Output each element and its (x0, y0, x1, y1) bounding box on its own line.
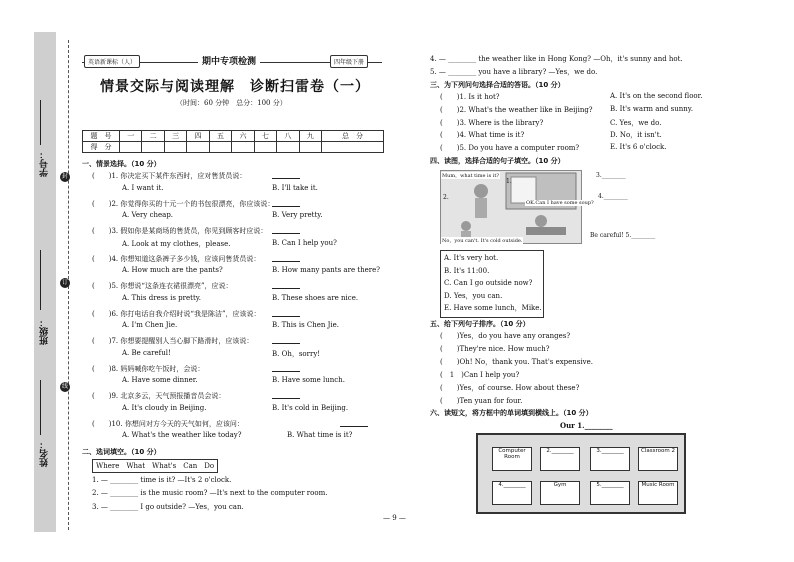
answer-blank[interactable] (272, 200, 300, 207)
room-gym: Gym (540, 481, 580, 505)
student-id-line (40, 100, 41, 145)
order-item-1: ( )Yes，do you have any oranges? (440, 332, 571, 340)
option-a: A. This dress is pretty. (122, 293, 202, 302)
question-5: ( )5. 你想说“这条连衣裙很漂亮”，应说： (92, 282, 233, 290)
room-blank-5: 5.________ (590, 481, 630, 505)
score-input[interactable] (254, 142, 276, 153)
picture-option: B. It's 11:00. (444, 266, 490, 275)
match-question-2: ( )2. What's the weather like in Beijing? (440, 105, 593, 114)
answer-blank[interactable] (340, 420, 368, 427)
picture-option: E. Have some lunch，Mike. (444, 304, 542, 313)
room-blank-3: 3.________ (590, 447, 630, 471)
question-2: ( )2. 你觉得你买的十元一个的书包很漂亮，你应该说： (92, 199, 275, 208)
exam-subtitle: （时间：60 分钟 总分：100 分） (176, 99, 287, 107)
section-1-heading: 一、情景选择。（10 分） (82, 160, 161, 168)
question-8: ( )8. 妈妈喊你吃午饭时，会说： (92, 364, 205, 373)
blank-1: 1. (506, 178, 512, 185)
match-question-5: ( )5. Do you have a computer room? (440, 144, 580, 153)
score-cell: 三 (164, 131, 186, 142)
match-answer: A. It's on the second floor. (610, 92, 703, 100)
answer-blank[interactable] (272, 310, 300, 317)
match-answer: B. It's warm and sunny. (610, 104, 694, 113)
question-7: ( )7. 你想要提醒别人当心脚下路滑时，应该说： (92, 337, 254, 345)
score-row-label: 得 分 (83, 142, 120, 153)
answer-blank[interactable] (272, 227, 300, 234)
answer-blank[interactable] (272, 365, 300, 372)
option-a: A. Be careful! (122, 348, 171, 357)
score-cell: 五 (209, 131, 231, 142)
option-a: A. I'm Chen Jie. (122, 321, 178, 329)
order-item-5: ( )Yes，of course. How about these? (440, 384, 580, 392)
section-3-heading: 三、为下列问句选择合适的答语。（10 分） (430, 81, 565, 89)
option-b: B. This is Chen Jie. (272, 321, 340, 329)
score-cell: 八 (277, 131, 299, 142)
option-a: A. I want it. (122, 183, 164, 192)
score-table (82, 130, 384, 153)
option-a: A. Look at my clothes，please. (122, 239, 231, 248)
score-cell: 九 (299, 131, 321, 142)
section-6-heading: 六、读短文，将方框中的单词填到横线上。（10 分） (430, 409, 593, 417)
option-b: B. Oh，sorry! (272, 349, 321, 358)
section-4-heading: 四、读图，选择合适的句子填空。（10 分） (430, 157, 565, 165)
question-3: ( )3. 假如你是某商场的售货员，你见到顾客时应说： (92, 227, 268, 235)
blank-4: 4.________ (598, 193, 628, 200)
bubble-no: No，you can't. It's cold outside. (442, 238, 523, 244)
score-header-row (83, 131, 384, 142)
score-input[interactable] (187, 142, 209, 153)
school-map (476, 433, 686, 514)
score-cell: 题 号 (83, 131, 120, 142)
blank-2: 2. (443, 194, 449, 201)
page-number: — 9 — (383, 514, 406, 522)
bubble-mum: Mum，what time is it? (442, 173, 500, 179)
binding-hole-3: 线 (61, 383, 68, 390)
room-blank-2: 2.________ (540, 447, 580, 471)
score-input[interactable] (142, 142, 164, 153)
picture-option: D. Yes，you can. (444, 291, 503, 300)
option-a: A. What's the weather like today? (122, 431, 242, 439)
score-input[interactable] (209, 142, 231, 153)
class-line (40, 250, 41, 310)
order-item-4: ( 1 )Can I help you? (440, 371, 520, 379)
picture-option: A. It's very hot. (444, 254, 499, 262)
option-b: B. How many pants are there? (272, 266, 381, 274)
binding-hole-1: 封 (61, 173, 68, 180)
match-question-4: ( )4. What time is it? (440, 131, 525, 140)
score-cell: 总 分 (322, 131, 384, 142)
fill-item-2: 2. — ________ is the music room? —It's next to the computer room. (92, 489, 328, 497)
fill-item-5: 5. — ________ you have a library? —Yes，we do. (430, 68, 598, 76)
fill-item-4: 4. — ________ the weather like in Hong Kong? —Oh，it's sunny and hot. (430, 55, 683, 63)
fill-item-1: 1. — ________ time is it? —It's 2 o'clock. (92, 476, 232, 484)
option-b: B. I'll take it. (272, 183, 318, 192)
option-b: B. Can I help you? (272, 238, 337, 247)
score-input[interactable] (232, 142, 254, 153)
room-computer: Computer Room (492, 447, 532, 471)
question-6: ( )6. 你打电话自我介绍时说“我是陈洁”，应该说： (92, 309, 261, 318)
score-cell: 二 (142, 131, 164, 142)
score-cell: 七 (254, 131, 276, 142)
option-b: B. Very pretty. (272, 211, 323, 219)
option-a: A. Have some dinner. (122, 376, 198, 384)
name-label: 姓名： (40, 440, 50, 467)
picture-option: C. Can I go outside now? (444, 279, 533, 288)
match-question-1: ( )1. Is it hot? (440, 93, 500, 101)
answer-blank[interactable] (272, 337, 300, 344)
exam-type: 期中专项检测 (198, 54, 260, 67)
class-label: 班级： (40, 318, 50, 345)
match-answer: D. No，it isn't. (610, 131, 662, 140)
score-value-row (83, 142, 384, 153)
answer-blank[interactable] (272, 392, 300, 399)
option-b: B. These shoes are nice. (272, 293, 359, 302)
order-item-2: ( )They're nice. How much? (440, 345, 550, 353)
score-input[interactable] (322, 142, 384, 153)
page-title: 情景交际与阅读理解 诊断扫雷卷（一） (100, 79, 370, 95)
blank-5: Be careful! 5.________ (590, 232, 656, 239)
word-bank: Where What What's Can Do (92, 459, 218, 473)
map-title: Our 1.________ (560, 421, 613, 430)
room-classroom: Classroom 2 (638, 447, 678, 471)
answer-blank[interactable] (272, 255, 300, 262)
score-input[interactable] (277, 142, 299, 153)
match-answer: E. It's 6 o'clock. (610, 143, 667, 152)
answer-options-box (440, 250, 544, 318)
student-id-label: 学号： (40, 150, 50, 177)
answer-blank[interactable] (272, 172, 300, 179)
order-item-6: ( )Ten yuan for four. (440, 397, 523, 405)
option-b: B. Have some lunch. (272, 376, 345, 384)
option-a: A. It's cloudy in Beijing. (122, 403, 207, 412)
fill-item-3: 3. — ________ I go outside? —Yes，you can. (92, 503, 244, 511)
option-b: B. It's cold in Beijing. (272, 403, 349, 412)
order-item-3: ( )Oh! No，thank you. That's expensive. (440, 358, 593, 366)
grade-tag: 四年级下册 (330, 55, 368, 68)
question-1: ( )1. 你决定买下某件东西时，应对售货员说： (92, 172, 247, 180)
question-4: ( )4. 你想知道这条裤子多少钱，应该问售货员说： (92, 254, 261, 263)
score-cell: 一 (120, 131, 142, 142)
name-line (40, 380, 41, 435)
binding-hole-2: 订 (61, 279, 68, 286)
option-a: A. How much are the pants? (122, 266, 223, 274)
section-2-heading: 二、选词填空。（10 分） (82, 448, 161, 456)
edition-tag: 英语新课标（人） (84, 55, 140, 68)
bubble-can: OK.Can I have some soup? (526, 200, 594, 206)
room-blank-4: 4.________ (492, 481, 532, 505)
question-9: ( )9. 北京多云，天气预报播音员会说： (92, 392, 226, 400)
score-input[interactable] (299, 142, 321, 153)
score-input[interactable] (164, 142, 186, 153)
section-5-heading: 五、给下列句子排序。（10 分） (430, 320, 530, 328)
option-b: B. What time is it? (287, 431, 353, 439)
score-cell: 四 (187, 131, 209, 142)
option-a: A. Very cheap. (122, 211, 174, 219)
answer-blank[interactable] (272, 282, 300, 289)
match-answer: C. Yes，we do. (610, 118, 662, 127)
match-question-3: ( )3. Where is the library? (440, 118, 544, 127)
room-music: Music Room (638, 481, 678, 505)
score-cell: 六 (232, 131, 254, 142)
score-input[interactable] (120, 142, 142, 153)
blank-3: 3.________ (596, 172, 626, 179)
question-10: ( )10. 你想问对方今天的天气如何，应该问： (92, 419, 244, 428)
